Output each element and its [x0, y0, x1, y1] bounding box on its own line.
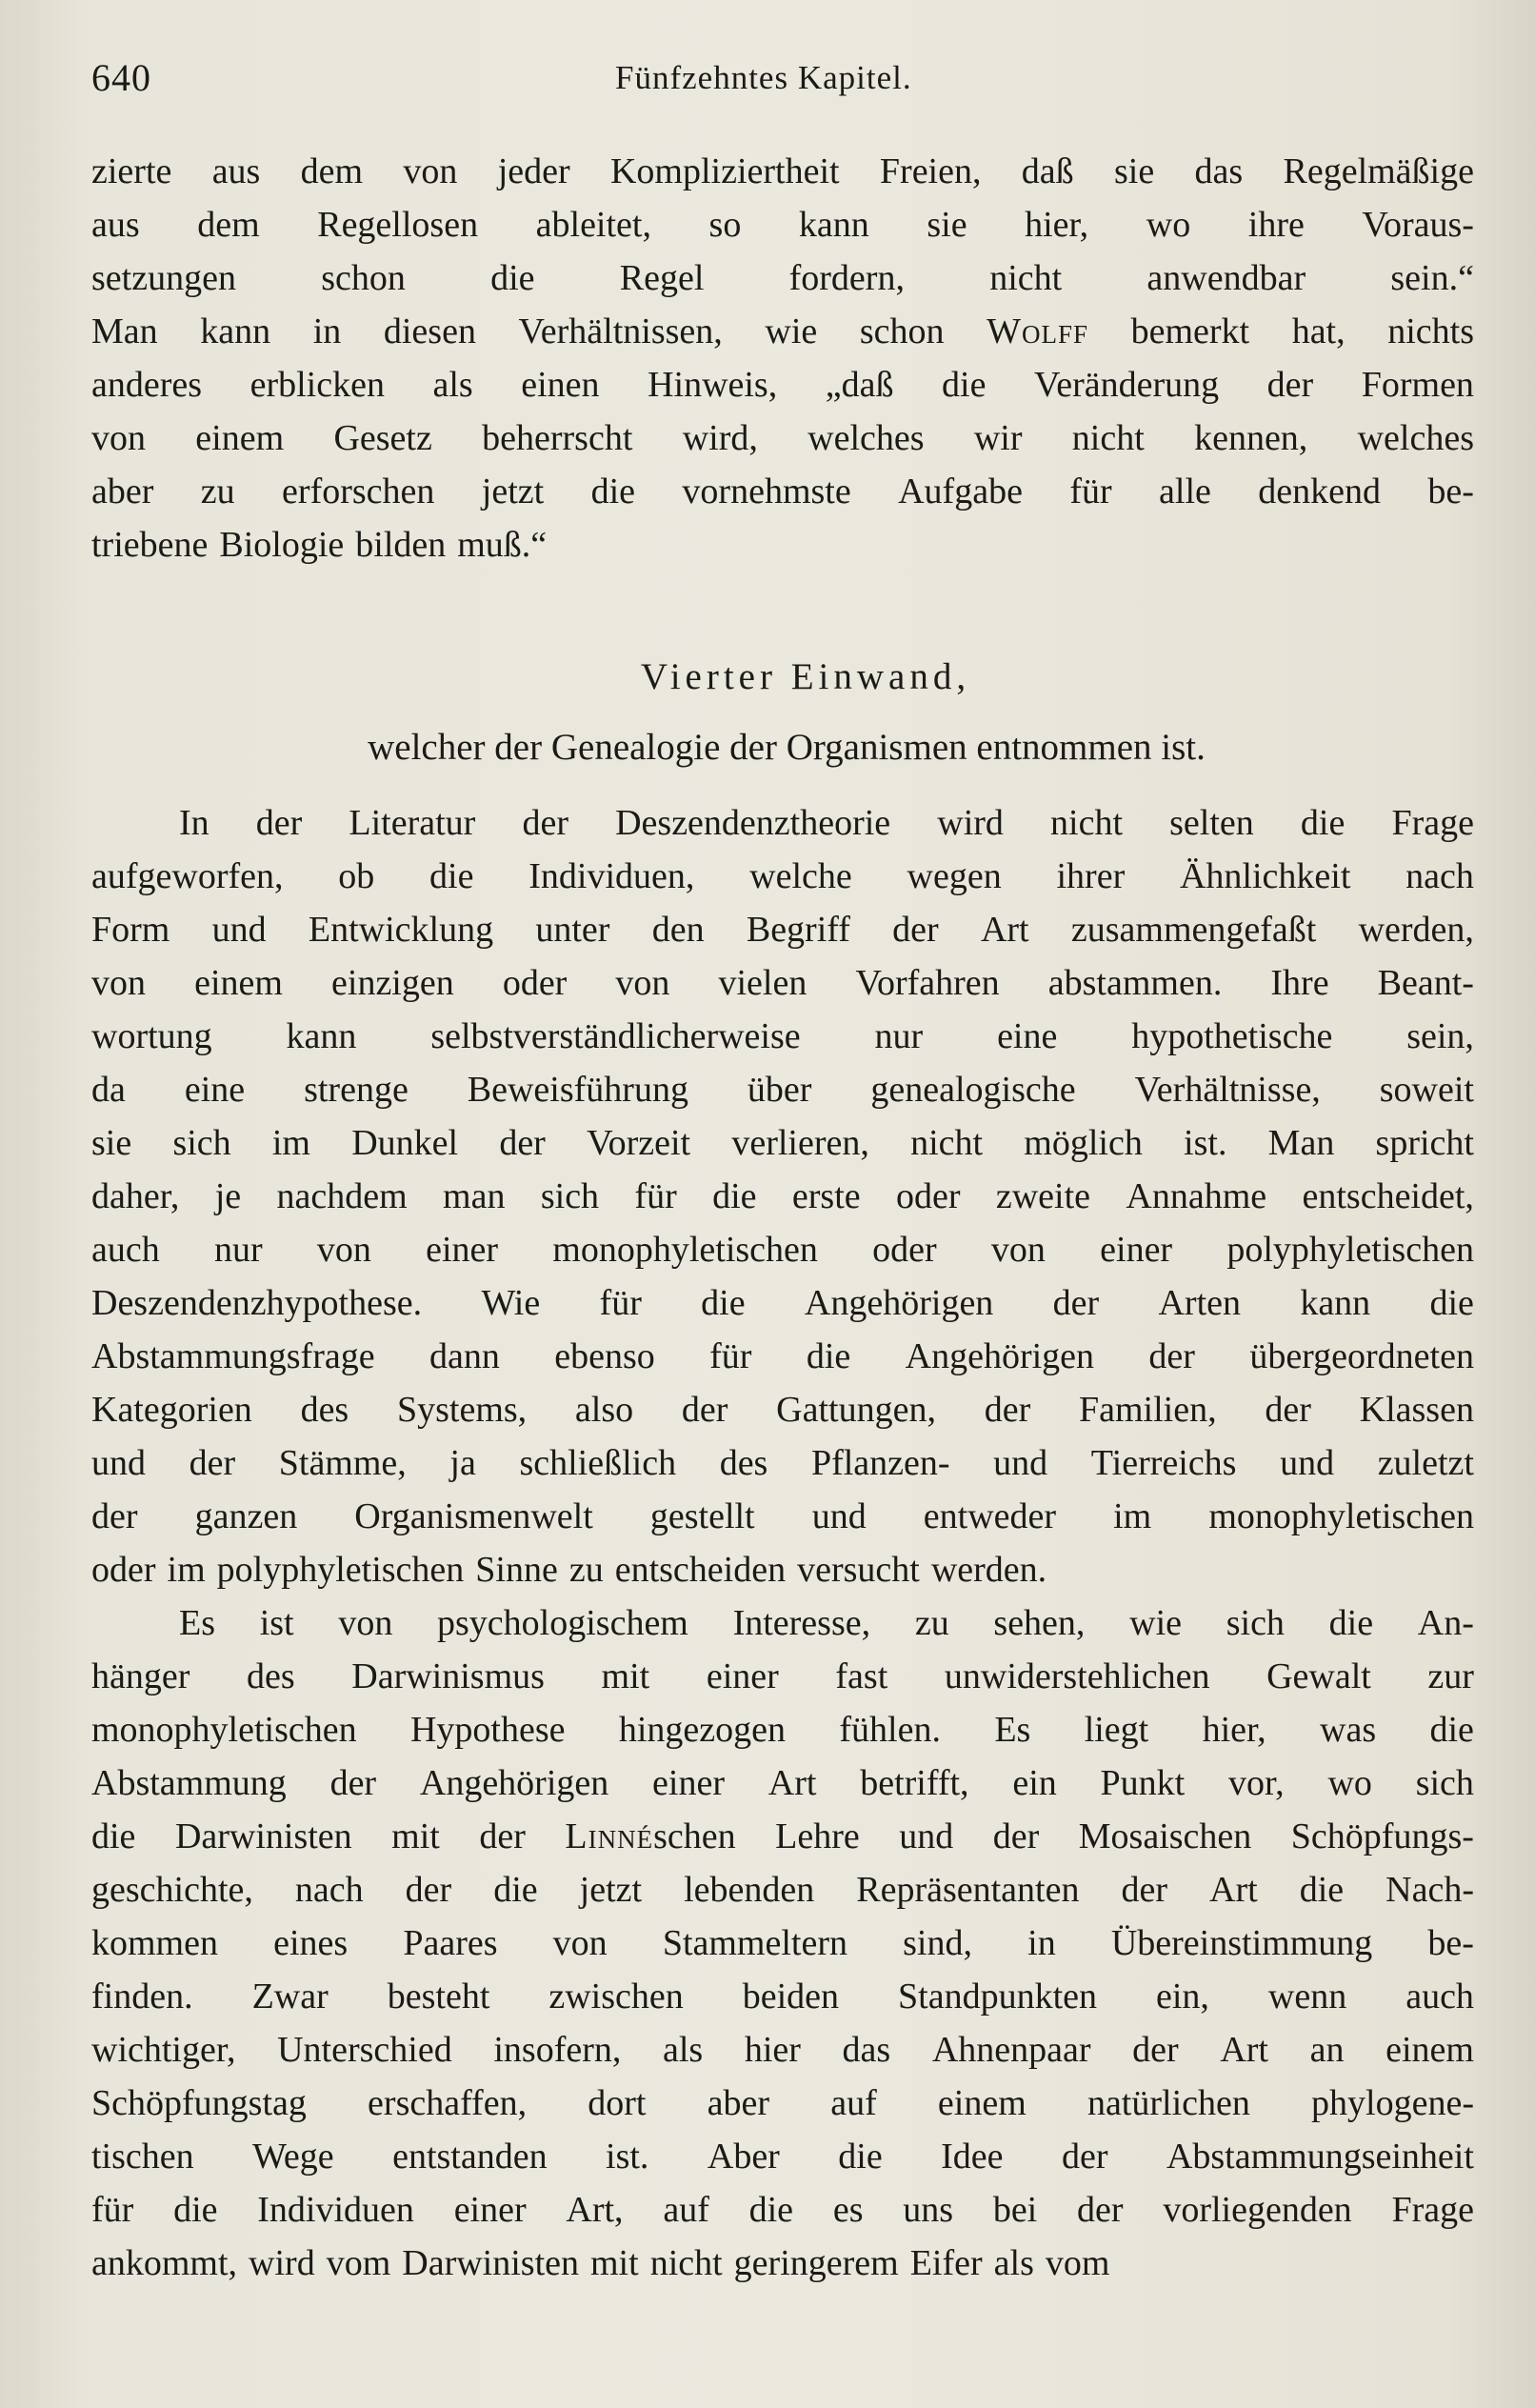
text-line: finden. Zwar besteht zwischen beiden Standpunkten ein, wenn auch: [91, 1977, 1474, 2017]
text-line: Man kann in diesen Verhältnissen, wie schon Wolff bemerkt hat, nichts: [91, 311, 1474, 351]
chapter-title: Fünfzehntes Kapitel.: [615, 59, 912, 96]
text-line: da eine strenge Beweisführung über genealogische Verhältnisse, soweit: [91, 1070, 1474, 1110]
text-line: Deszendenzhypothese. Wie für die Angehörigen der Arten kann die: [91, 1283, 1474, 1323]
text-line: oder im polyphyletischen Sinne zu entscheiden versucht werden.: [91, 1550, 1047, 1590]
text-line: Kategorien des Systems, also der Gattungen, der Familien, der Klassen: [91, 1390, 1474, 1430]
text-line: zierte aus dem von jeder Kompliziertheit Freien, daß sie das Regelmäßige: [91, 151, 1474, 191]
text-line: aus dem Regellosen ableitet, so kann sie hier, wo ihre Voraus-: [91, 205, 1474, 245]
text-line: Schöpfungstag erschaffen, dort aber auf einem natürlichen phylogene-: [91, 2083, 1474, 2123]
text-line: auch nur von einer monophyletischen oder von einer polyphyletischen: [91, 1230, 1474, 1270]
text-line: sie sich im Dunkel der Vorzeit verlieren, nicht möglich ist. Man spricht: [91, 1123, 1474, 1163]
text-line: von einem Gesetz beherrscht wird, welches wir nicht kennen, welches: [91, 418, 1474, 458]
text-line: geschichte, nach der die jetzt lebenden Repräsentanten der Art die Nach-: [91, 1870, 1474, 1910]
text-line: tischen Wege entstanden ist. Aber die Idee der Abstammungseinheit: [91, 2137, 1474, 2177]
text-line: kommen eines Paares von Stammeltern sind, in Übereinstimmung be-: [91, 1923, 1474, 1963]
text-line: wortung kann selbstverständlicherweise nur eine hypothetische sein,: [91, 1016, 1474, 1056]
section-heading: Vierter Einwand,: [640, 656, 971, 697]
paragraph-continuation: [91, 145, 1474, 572]
text-line: und der Stämme, ja schließlich des Pflanzen- und Tierreichs und zuletzt: [91, 1443, 1474, 1483]
page-number: 640: [91, 56, 151, 99]
text-line: In der Literatur der Deszendenztheorie wird nicht selten die Frage: [179, 803, 1474, 843]
body-text: [91, 796, 1474, 2290]
text-line: für die Individuen einer Art, auf die es uns bei der vorliegenden Frage: [91, 2190, 1474, 2230]
paragraph-genealogy-question: [91, 796, 1474, 1596]
text-line: wichtiger, Unterschied insofern, als hier das Ahnenpaar der Art an einem: [91, 2030, 1474, 2070]
text-line: Abstammung der Angehörigen einer Art betrifft, ein Punkt vor, wo sich: [91, 1763, 1474, 1803]
text-line: Es ist von psychologischem Interesse, zu sehen, wie sich die An-: [179, 1603, 1474, 1643]
text-line: hänger des Darwinismus mit einer fast unwiderstehlichen Gewalt zur: [91, 1656, 1474, 1696]
text-line: daher, je nachdem man sich für die erste oder zweite Annahme entscheidet,: [91, 1176, 1474, 1216]
text-line: die Darwinisten mit der Linnéschen Lehre und der Mosaischen Schöpfungs-: [91, 1816, 1474, 1856]
text-line: Form und Entwicklung unter den Begriff der Art zusammengefaßt werden,: [91, 910, 1474, 950]
text-line: aufgeworfen, ob die Individuen, welche wegen ihrer Ähnlichkeit nach: [91, 856, 1474, 896]
text-line: aber zu erforschen jetzt die vornehmste Aufgabe für alle denkend be-: [91, 472, 1474, 512]
text-line: triebene Biologie bilden muß.“: [91, 525, 548, 565]
text-line: monophyletischen Hypothese hingezogen fühlen. Es liegt hier, was die: [91, 1710, 1474, 1750]
running-head: [91, 55, 1478, 112]
paragraph-darwinism-monophyly: [91, 1596, 1474, 2290]
text-line: setzungen schon die Regel fordern, nicht anwendbar sein.“: [91, 258, 1474, 298]
text-line: anderes erblicken als einen Hinweis, „daß die Veränderung der Formen: [91, 365, 1474, 405]
text-line: Abstammungsfrage dann ebenso für die Angehörigen der übergeordneten: [91, 1336, 1474, 1376]
section-subheading: welcher der Genealogie der Organismen entnommen ist.: [368, 727, 1206, 768]
text-line: der ganzen Organismenwelt gestellt und entweder im monophyletischen: [91, 1496, 1474, 1536]
text-line: von einem einzigen oder von vielen Vorfahren abstammen. Ihre Beant-: [91, 963, 1474, 1003]
text-line: ankommt, wird vom Darwinisten mit nicht geringerem Eifer als vom: [91, 2243, 1110, 2283]
